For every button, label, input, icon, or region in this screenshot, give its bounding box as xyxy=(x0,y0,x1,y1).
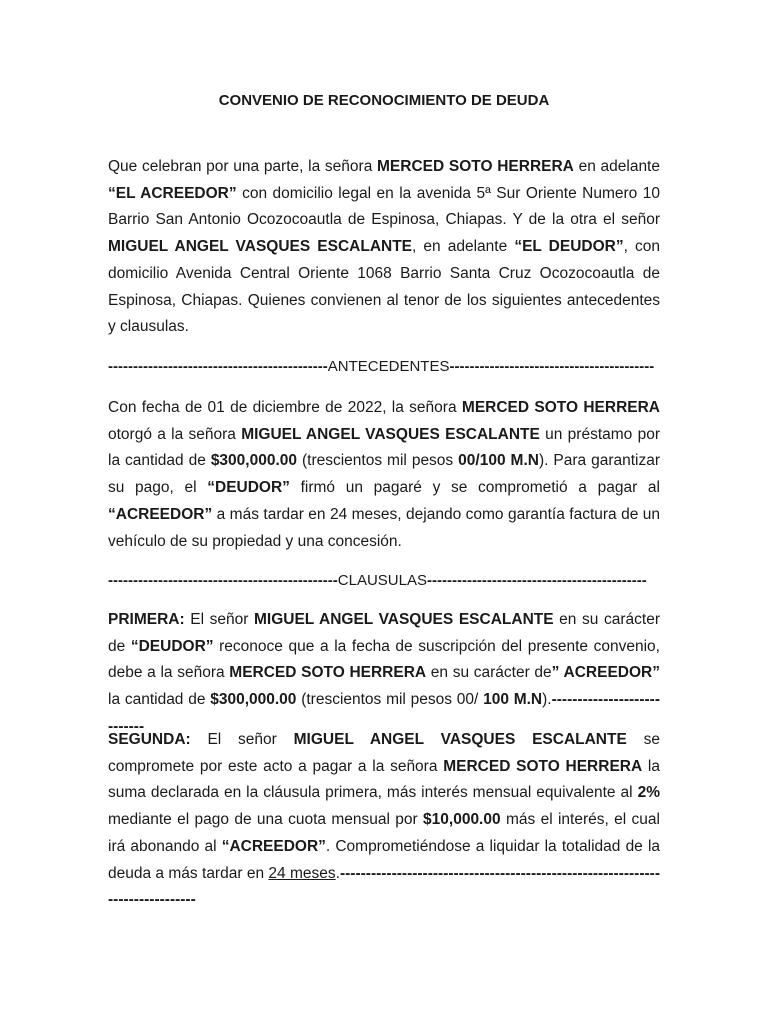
text-run: ). xyxy=(542,691,552,709)
antecedentes-dashes-left: -------------------------------------------- xyxy=(108,358,328,375)
text-run: mediante el pago de una cuota mensual por xyxy=(108,811,424,829)
text-run: “ACREEDOR” xyxy=(108,505,213,523)
text-run: reconoce que a la fecha de suscripción del presente convenio, debe a la señora xyxy=(108,637,660,682)
text-run: más el interés, el cual irá abonando al xyxy=(108,811,660,855)
antecedentes-label: ANTECEDENTES xyxy=(327,358,450,375)
antecedentes-paragraph xyxy=(108,395,660,555)
text-run: MIGUEL ANGEL VASQUES ESCALANTE xyxy=(108,238,413,256)
text-run: “EL ACREEDOR” xyxy=(108,184,237,202)
text-run: MIGUEL ANGEL VASQUES ESCALANTE xyxy=(293,731,627,748)
text-run: otorgó a la señora xyxy=(108,425,242,443)
text-run: MIGUEL ANGEL VASQUES ESCALANTE xyxy=(241,425,540,443)
document-title: CONVENIO DE RECONOCIMIENTO DE DEUDA xyxy=(218,92,550,109)
text-run: 00/100 M.N xyxy=(458,452,539,470)
text-run: (trescientos mil pesos 00/ xyxy=(296,691,484,709)
text-run: $300,000.00 xyxy=(210,691,297,709)
text-run: “EL DEUDOR” xyxy=(514,238,624,256)
text-run: MERCED SOTO HERRERA xyxy=(443,757,643,775)
text-run: . Comprometiéndose a liquidar la totalidad de la deuda a más tardar en xyxy=(108,837,661,882)
text-run: MERCED SOTO HERRERA xyxy=(461,399,660,416)
text-run: MIGUEL ANGEL VASQUES ESCALANTE xyxy=(254,611,554,628)
text-run: “DEUDOR” xyxy=(130,637,214,655)
text-run: , en adelante xyxy=(412,238,515,256)
text-run: un préstamo por la cantidad de xyxy=(108,425,660,470)
text-run: El señor xyxy=(190,731,294,748)
clausula-segunda xyxy=(108,727,660,914)
text-run: ” ACREEDOR” xyxy=(551,664,660,682)
text-run: la suma declarada en la cláusula primera, más interés mensual equivalente al xyxy=(108,757,660,802)
text-run: ------------------------------------------------------------------------------- xyxy=(108,864,660,909)
text-run: $10,000.00 xyxy=(423,811,501,829)
text-run: El señor xyxy=(184,611,254,628)
clausulas-dashes-right: -------------------------------------------- xyxy=(426,572,647,589)
text-run: MERCED SOTO HERRERA xyxy=(229,664,427,682)
antecedentes-dashes-right: ----------------------------------------- xyxy=(449,358,655,375)
text-run: “DEUDOR” xyxy=(207,479,290,497)
text-run: con domicilio legal en la avenida 5ª Sur Oriente Numero 10 Barrio San Antonio Ocozocoautla de Espinosa, Chiapas. Y de la otra el señor xyxy=(108,184,660,229)
clausula-primera xyxy=(108,607,660,741)
text-run: firmó un pagaré y se comprometió a pagar al xyxy=(289,479,660,497)
antecedentes-heading xyxy=(108,358,668,375)
text-run: en su carácter de xyxy=(426,664,552,682)
intro-paragraph xyxy=(108,154,660,341)
text-run: la cantidad de xyxy=(108,691,211,709)
text-run: ---------------------------- xyxy=(108,691,660,735)
text-run: 100 M.N xyxy=(483,691,543,709)
text-run: , con domicilio Avenida Central Oriente 1068 Barrio Santa Cruz Ocozocoautla de Espinosa, Chiapas. Quienes convienen al tenor de los siguientes antecedentes y clausulas. xyxy=(108,238,660,336)
text-run: en adelante xyxy=(573,158,660,175)
text-run: 2% xyxy=(637,784,660,802)
text-run: SEGUNDA: xyxy=(108,731,191,748)
text-run: . xyxy=(335,864,340,882)
text-run: a más tardar en 24 meses, dejando como garantía factura de un vehículo de su propiedad y una concesión. xyxy=(108,505,660,550)
text-run: en su carácter de xyxy=(108,611,660,655)
text-run: ). Para garantizar su pago, el xyxy=(108,452,661,497)
text-run: se compromete por este acto a pagar a la señora xyxy=(108,731,660,775)
text-run: 24 meses xyxy=(268,864,336,882)
text-run: “ACREEDOR” xyxy=(221,837,326,855)
clausulas-dashes-left: ---------------------------------------------- xyxy=(108,572,338,589)
text-run: Que celebran por una parte, la señora xyxy=(108,158,378,175)
text-run: (trescientos mil pesos xyxy=(297,452,459,470)
text-run: MERCED SOTO HERRERA xyxy=(377,158,574,175)
text-run: $300,000.00 xyxy=(210,452,298,470)
text-run: PRIMERA: xyxy=(108,611,185,628)
clausulas-heading xyxy=(108,572,668,589)
text-run: Con fecha de 01 de diciembre de 2022, la señora xyxy=(108,399,462,416)
clausulas-label: CLAUSULAS xyxy=(337,572,427,589)
